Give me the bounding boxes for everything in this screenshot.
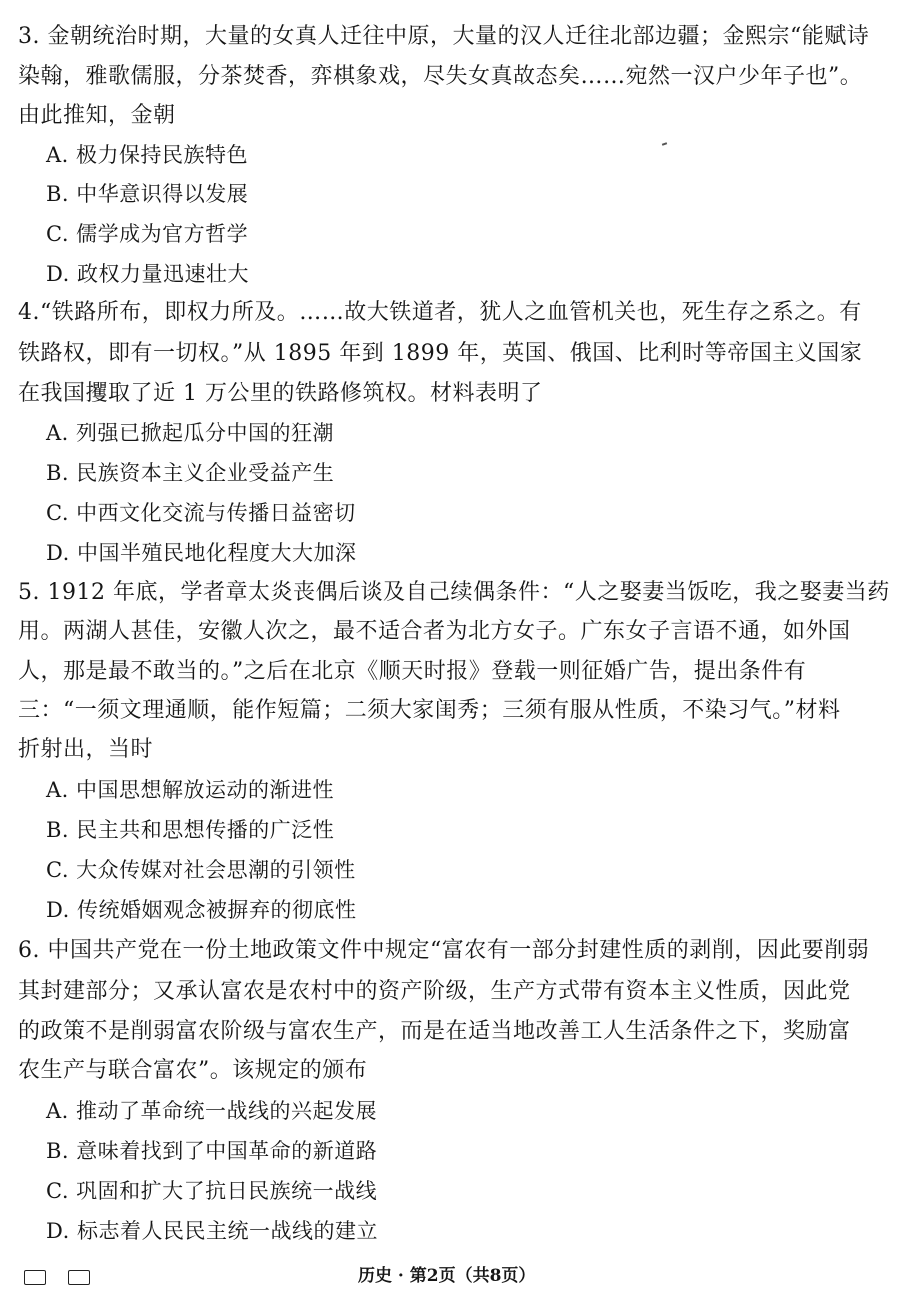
question-3-option-d: D. 政权力量迅速壮大 [46, 262, 249, 286]
page-footer [0, 1262, 900, 1292]
question-5-stem-line-2: 用。两湖人甚佳，安徽人次之，最不适合者为北方女子。广东女子言语不通，如外国 [18, 619, 851, 644]
question-6-option-b: B. 意味着找到了中国革命的新道路 [46, 1139, 378, 1163]
question-4-stem-line-2: 铁路权，即有一切权。”从 1895 年到 1899 年，英国、俄国、比利时等帝国主义国家 [18, 341, 863, 366]
footer-page-label: 历史 · 第2页（共8页） [358, 1266, 536, 1286]
question-4-stem-line-1: 4.“铁路所布，即权力所及。……故大铁道者，犹人之血管机关也，死生存之系之。有 [18, 300, 862, 325]
question-3-option-a: A. 极力保持民族特色 [46, 143, 249, 167]
question-3-stem-line-2: 染翰，雅歌儒服，分茶焚香，弈棋象戏，尽失女真故态矣……宛然一汉户少年子也”。 [18, 64, 863, 89]
question-5-option-c: C. 大众传媒对社会思潮的引领性 [46, 858, 356, 882]
question-5-stem-line-1: 5. 1912 年底，学者章太炎丧偶后谈及自己续偶条件：“人之娶妻当饭吃，我之娶妻当药 [18, 580, 890, 605]
question-6-stem-line-3: 的政策不是削弱富农阶级与富农生产，而是在适当地改善工人生活条件之下，奖励富 [18, 1019, 851, 1044]
question-4-option-c: C. 中西文化交流与传播日益密切 [46, 501, 356, 525]
question-5-option-d: D. 传统婚姻观念被摒弃的彻底性 [46, 898, 357, 922]
question-6-stem-line-1: 6. 中国共产党在一份土地政策文件中规定“富农有一部分封建性质的剥削，因此要削弱 [18, 938, 870, 963]
question-3-option-b: B. 中华意识得以发展 [46, 182, 249, 206]
question-6-option-d: D. 标志着人民民主统一战线的建立 [46, 1219, 378, 1243]
question-6-option-a: A. 推动了革命统一战线的兴起发展 [46, 1099, 378, 1123]
question-3-stem-line-1: 3. 金朝统治时期，大量的女真人迁往中原，大量的汉人迁往北部边疆；金熙宗“能赋诗 [18, 24, 870, 49]
footer-box-left-icon [24, 1270, 46, 1285]
question-5-option-b: B. 民主共和思想传播的广泛性 [46, 818, 335, 842]
question-5-option-a: A. 中国思想解放运动的渐进性 [46, 778, 335, 802]
question-4-stem-line-3: 在我国攫取了近 1 万公里的铁路修筑权。材料表明了 [18, 381, 543, 406]
question-5-stem-line-3: 人，那是最不敢当的。”之后在北京《顺天时报》登载一则征婚广告，提出条件有 [18, 659, 807, 684]
question-3-stem-line-3: 由此推知，金朝 [18, 103, 176, 128]
question-6-option-c: C. 巩固和扩大了抗日民族统一战线 [46, 1179, 378, 1203]
footer-box-right-icon [68, 1270, 90, 1285]
question-4-option-a: A. 列强已掀起瓜分中国的狂潮 [46, 421, 335, 445]
scan-speck [662, 142, 667, 146]
question-3-option-c: C. 儒学成为官方哲学 [46, 222, 249, 246]
question-5-stem-line-5: 折射出，当时 [18, 737, 154, 762]
question-4-option-d: D. 中国半殖民地化程度大大加深 [46, 541, 357, 565]
question-5-stem-line-4: 三：“一须文理通顺，能作短篇；二须大家闺秀；三须有服从性质，不染习气。”材料 [18, 698, 841, 723]
question-6-stem-line-4: 农生产与联合富农”。该规定的颁布 [18, 1058, 368, 1083]
question-6-stem-line-2: 其封建部分；又承认富农是农村中的资产阶级，生产方式带有资本主义性质，因此党 [18, 979, 851, 1004]
question-4-option-b: B. 民族资本主义企业受益产生 [46, 461, 335, 485]
